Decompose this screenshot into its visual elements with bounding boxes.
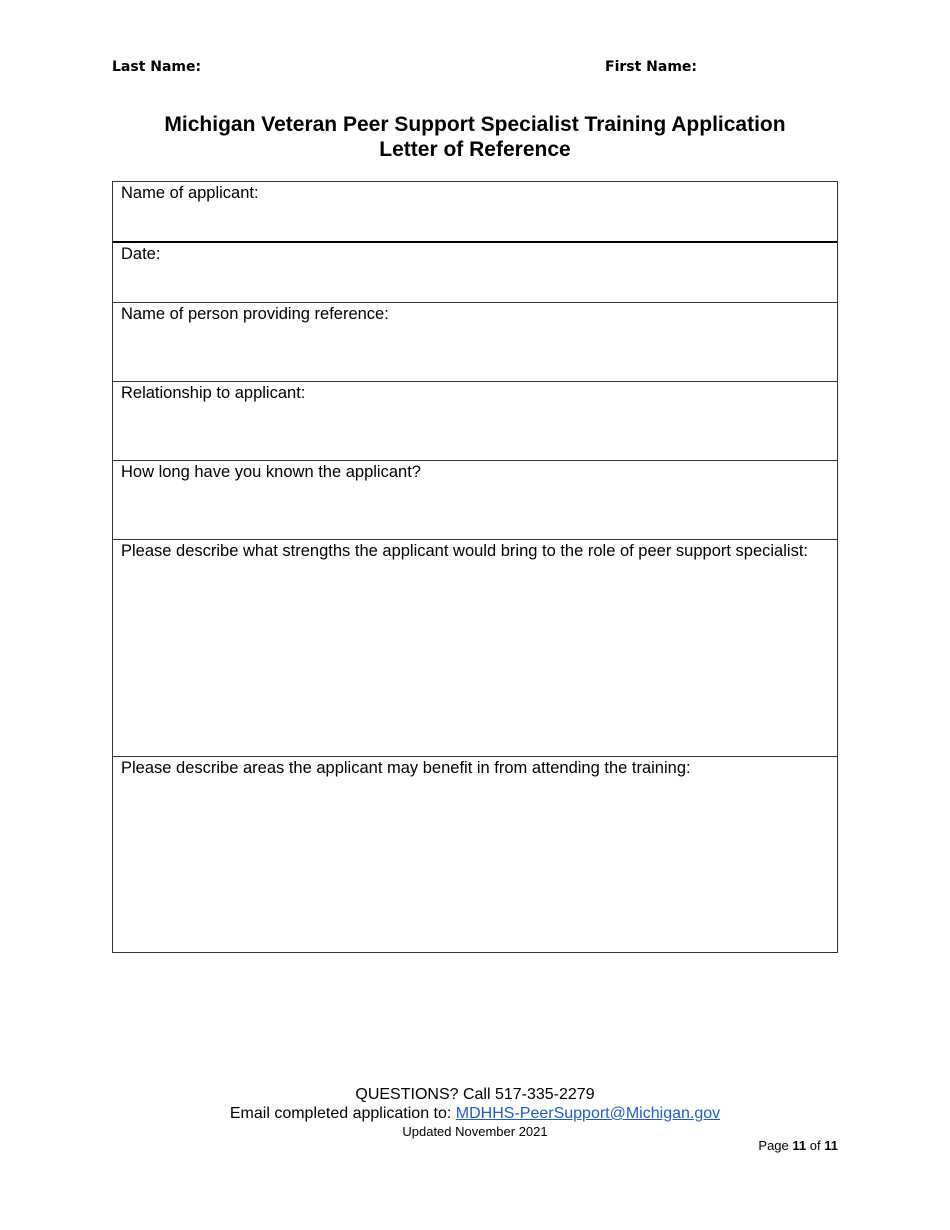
field-label: Date: — [121, 245, 161, 263]
last-name-label: Last Name: — [112, 59, 202, 75]
page-total: 11 — [824, 1138, 838, 1153]
page-current: 11 — [792, 1138, 807, 1153]
field-reference-name[interactable] — [113, 302, 837, 381]
field-strengths[interactable] — [113, 539, 837, 756]
first-name-label: First Name: — [605, 59, 698, 75]
email-link[interactable]: MDHHS-PeerSupport@Michigan.gov — [455, 1105, 721, 1122]
page-of: of — [809, 1138, 821, 1153]
footer-email-prefix: Email completed application to: — [229, 1105, 452, 1122]
page-number — [758, 1138, 838, 1153]
title-line-2: Letter of Reference — [379, 138, 571, 161]
page-title — [0, 112, 950, 162]
field-areas-to-benefit[interactable] — [113, 756, 837, 952]
field-label: Please describe areas the applicant may benefit in from attending the training: — [121, 759, 691, 777]
field-label: Name of person providing reference: — [121, 305, 389, 323]
footer-updated: Updated November 2021 — [402, 1124, 548, 1139]
field-label: Name of applicant: — [121, 184, 259, 202]
reference-form-table — [112, 181, 838, 953]
field-name-of-applicant[interactable] — [113, 182, 837, 241]
title-line-1: Michigan Veteran Peer Support Specialist Training Application — [164, 113, 786, 136]
field-label: Please describe what strengths the applicant would bring to the role of peer support specialist: — [121, 542, 808, 560]
footer-email-line — [0, 1104, 950, 1123]
page-prefix: Page — [758, 1138, 789, 1153]
footer-questions: QUESTIONS? Call 517-335-2279 — [355, 1086, 595, 1103]
field-how-long-known[interactable] — [113, 460, 837, 539]
field-relationship[interactable] — [113, 381, 837, 460]
field-label: How long have you known the applicant? — [121, 463, 421, 481]
field-date[interactable] — [113, 241, 837, 302]
field-label: Relationship to applicant: — [121, 384, 306, 402]
